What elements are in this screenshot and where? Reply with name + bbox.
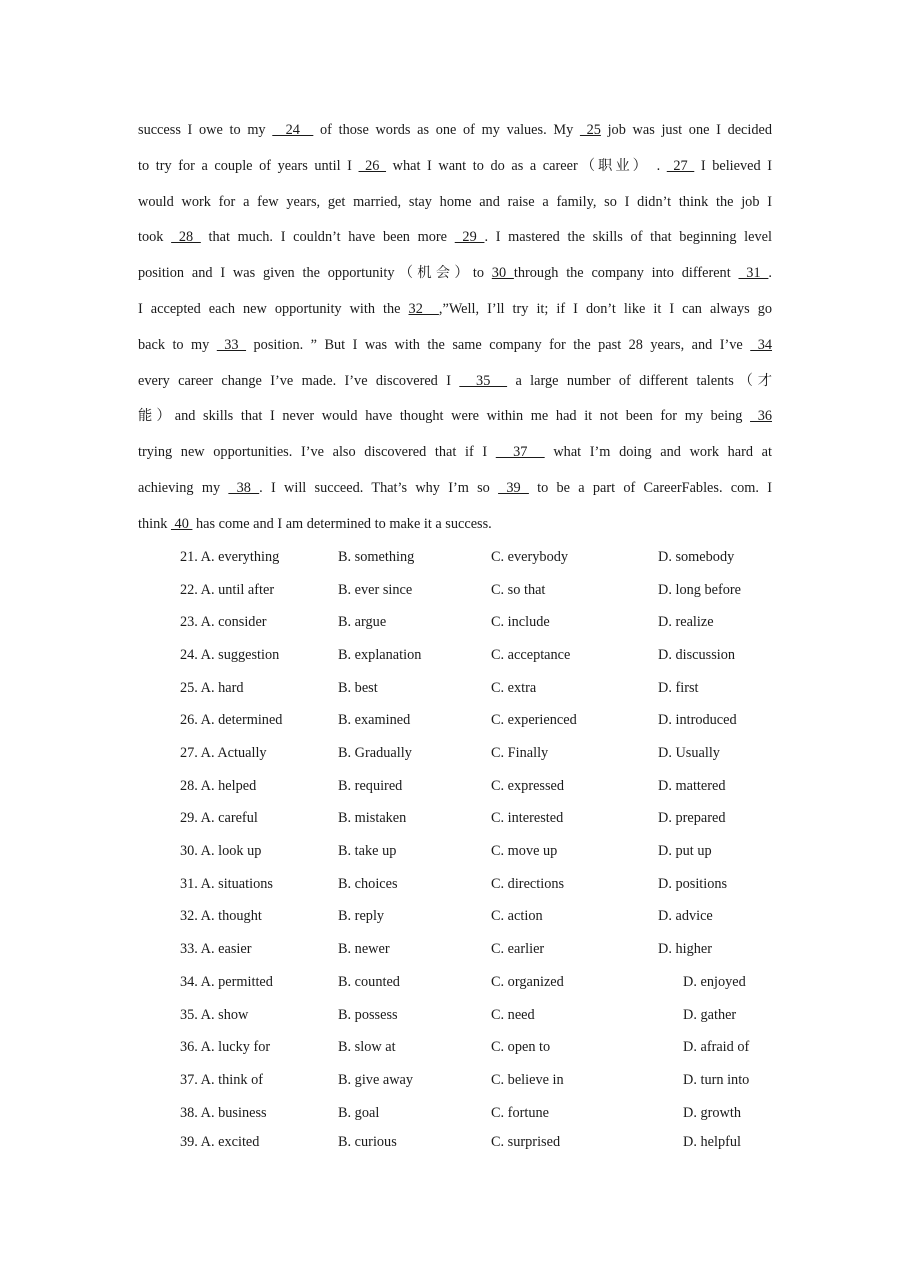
- option-a: 36. A. lucky for: [180, 1039, 271, 1055]
- blank-number: 36: [750, 408, 772, 425]
- option-a: 30. A. look up: [180, 843, 262, 859]
- option-b: B. argue: [338, 614, 387, 630]
- option-d: D. higher: [658, 941, 712, 957]
- option-d: D. discussion: [658, 647, 736, 663]
- passage-line: [138, 435, 772, 471]
- option-d: D. prepared: [658, 810, 726, 826]
- option-a: 37. A. think of: [180, 1072, 264, 1088]
- blank-number: 25: [579, 122, 601, 138]
- passage-text: would work for a few years, get married, stay home and raise a family, so I didn’t think the job I: [138, 193, 772, 210]
- option-c: C. believe in: [491, 1072, 564, 1088]
- passage-line: [138, 471, 772, 507]
- blank-number: 32: [408, 300, 439, 317]
- option-b: B. best: [338, 680, 378, 696]
- option-d: D. enjoyed: [683, 974, 746, 990]
- option-b: B. newer: [338, 941, 390, 957]
- passage-text: . I mastered the skills of that beginning level: [484, 229, 772, 246]
- option-d: D. growth: [683, 1105, 741, 1121]
- option-c: C. extra: [491, 680, 537, 696]
- option-b: B. counted: [338, 974, 400, 990]
- option-row: [0, 905, 909, 927]
- blank-number: 37: [495, 444, 545, 461]
- option-c: C. surprised: [491, 1134, 561, 1150]
- passage-text: think: [138, 515, 171, 532]
- option-a: 34. A. permitted: [180, 974, 273, 990]
- option-d: D. gather: [683, 1007, 737, 1023]
- option-c: C. fortune: [491, 1105, 549, 1121]
- option-row: [0, 938, 909, 960]
- passage-line: [138, 507, 772, 543]
- passage-line: [138, 185, 772, 221]
- passage-text: of those words as one of my values. My: [313, 122, 580, 138]
- passage-text: every career change I’ve made. I’ve discovered I: [138, 372, 460, 389]
- passage-line: [138, 292, 772, 328]
- option-d: D. advice: [658, 908, 713, 924]
- option-row: [0, 742, 909, 764]
- option-a: 33. A. easier: [180, 941, 252, 957]
- passage-text: achieving my: [138, 479, 229, 496]
- option-d: D. positions: [658, 876, 728, 892]
- option-row: [0, 611, 909, 633]
- blank-number: 26: [358, 157, 387, 174]
- option-row: [0, 971, 909, 993]
- passage-line: [138, 328, 772, 364]
- option-a: 24. A. suggestion: [180, 647, 280, 663]
- option-a: 31. A. situations: [180, 876, 273, 892]
- cloze-passage: [138, 113, 772, 543]
- option-a: 22. A. until after: [180, 582, 275, 598]
- passage-text: to be a part of CareerFables. com. I: [528, 479, 772, 496]
- option-d: D. mattered: [658, 778, 726, 794]
- passage-text: job was just one I decided: [600, 122, 773, 138]
- option-b: B. mistaken: [338, 810, 407, 826]
- option-b: B. examined: [338, 712, 411, 728]
- blank-number: 35: [459, 372, 508, 389]
- passage-text: I accepted each new opportunity with the: [138, 300, 409, 317]
- passage-text: 能）and skills that I never would have thought were within me had it not been for my being: [138, 408, 751, 425]
- option-row: [0, 1004, 909, 1026]
- option-b: B. choices: [338, 876, 398, 892]
- option-row: [0, 644, 909, 666]
- option-c: C. experienced: [491, 712, 577, 728]
- option-c: C. include: [491, 614, 550, 630]
- option-a: 28. A. helped: [180, 778, 257, 794]
- blank-number: 27: [666, 157, 695, 174]
- blank-number: 29: [454, 229, 485, 246]
- passage-text: a large number of different talents（才: [507, 372, 772, 389]
- passage-line: [138, 149, 772, 185]
- passage-text: through the company into different: [513, 265, 739, 282]
- blank-number: 24: [272, 122, 314, 138]
- option-row: [0, 579, 909, 601]
- passage-text: position and I was given the opportunity（机会）to: [138, 265, 492, 282]
- option-a: 26. A. determined: [180, 712, 283, 728]
- option-row: [0, 1036, 909, 1058]
- passage-text: to try for a couple of years until I: [138, 157, 359, 174]
- option-c: C. action: [491, 908, 543, 924]
- option-a: 32. A. thought: [180, 908, 262, 924]
- option-a: 29. A. careful: [180, 810, 258, 826]
- option-b: B. required: [338, 778, 403, 794]
- passage-text: position. ” But I was with the same company for the past 28 years, and I’ve: [246, 336, 751, 353]
- passage-text: trying new opportunities. I’ve also discovered that if I: [138, 444, 496, 461]
- passage-text: I believed I: [694, 157, 772, 174]
- option-c: C. so that: [491, 582, 546, 598]
- option-b: B. goal: [338, 1105, 380, 1121]
- passage-text: ,”Well, I’ll try it; if I don’t like it I can always go: [438, 300, 772, 317]
- option-d: D. helpful: [683, 1134, 741, 1150]
- option-d: D. introduced: [658, 712, 737, 728]
- option-row: [0, 1069, 909, 1091]
- option-c: C. organized: [491, 974, 564, 990]
- option-c: C. Finally: [491, 745, 549, 761]
- option-a: 27. A. Actually: [180, 745, 267, 761]
- option-d: D. afraid of: [683, 1039, 750, 1055]
- passage-line: [138, 220, 772, 256]
- blank-number: 30: [491, 265, 514, 282]
- passage-line: [138, 256, 772, 292]
- passage-text: success I owe to my: [138, 122, 273, 138]
- option-b: B. slow at: [338, 1039, 396, 1055]
- option-a: 38. A. business: [180, 1105, 267, 1121]
- option-c: C. open to: [491, 1039, 551, 1055]
- option-b: B. possess: [338, 1007, 398, 1023]
- option-a: 21. A. everything: [180, 549, 280, 565]
- option-c: C. directions: [491, 876, 565, 892]
- option-c: C. interested: [491, 810, 564, 826]
- option-d: D. Usually: [658, 745, 720, 761]
- option-b: B. reply: [338, 908, 385, 924]
- passage-line: [138, 399, 772, 435]
- blank-number: 38: [228, 479, 260, 496]
- passage-text: back to my: [138, 336, 217, 353]
- option-c: C. earlier: [491, 941, 545, 957]
- option-row: [0, 775, 909, 797]
- option-row: [0, 807, 909, 829]
- option-b: B. Gradually: [338, 745, 412, 761]
- option-a: 39. A. excited: [180, 1134, 260, 1150]
- passage-text: that much. I couldn’t have been more: [200, 229, 455, 246]
- blank-number: 28: [171, 229, 201, 246]
- blank-number: 34: [750, 336, 773, 353]
- option-row: [0, 840, 909, 862]
- option-row: [0, 677, 909, 699]
- option-c: C. need: [491, 1007, 535, 1023]
- option-c: C. acceptance: [491, 647, 571, 663]
- passage-text: .: [768, 265, 772, 282]
- passage-text: took: [138, 229, 172, 246]
- option-c: C. expressed: [491, 778, 565, 794]
- option-c: C. move up: [491, 843, 558, 859]
- option-b: B. curious: [338, 1134, 397, 1150]
- option-row: [0, 1102, 909, 1124]
- option-row: [0, 873, 909, 895]
- option-b: B. explanation: [338, 647, 422, 663]
- option-a: 23. A. consider: [180, 614, 267, 630]
- blank-number: 39: [498, 479, 529, 496]
- option-c: C. everybody: [491, 549, 569, 565]
- option-b: B. ever since: [338, 582, 413, 598]
- option-a: 25. A. hard: [180, 680, 244, 696]
- passage-line: [138, 113, 772, 149]
- passage-text: what I’m doing and work hard at: [544, 444, 772, 461]
- passage-text: . I will succeed. That’s why I’m so: [259, 479, 499, 496]
- option-d: D. first: [658, 680, 699, 696]
- option-d: D. turn into: [683, 1072, 750, 1088]
- passage-text: what I want to do as a career（职业） .: [386, 157, 667, 174]
- option-row: [0, 1131, 909, 1153]
- option-row: [0, 709, 909, 731]
- option-d: D. put up: [658, 843, 712, 859]
- option-b: B. give away: [338, 1072, 414, 1088]
- blank-number: 33: [216, 336, 247, 353]
- option-row: [0, 546, 909, 568]
- option-d: D. realize: [658, 614, 714, 630]
- blank-number: 40: [170, 515, 193, 532]
- option-d: D. somebody: [658, 549, 735, 565]
- passage-text: has come and I am determined to make it a success.: [192, 515, 492, 532]
- option-d: D. long before: [658, 582, 741, 598]
- option-b: B. something: [338, 549, 415, 565]
- passage-line: [138, 364, 772, 400]
- option-a: 35. A. show: [180, 1007, 249, 1023]
- blank-number: 31: [738, 265, 769, 282]
- option-b: B. take up: [338, 843, 397, 859]
